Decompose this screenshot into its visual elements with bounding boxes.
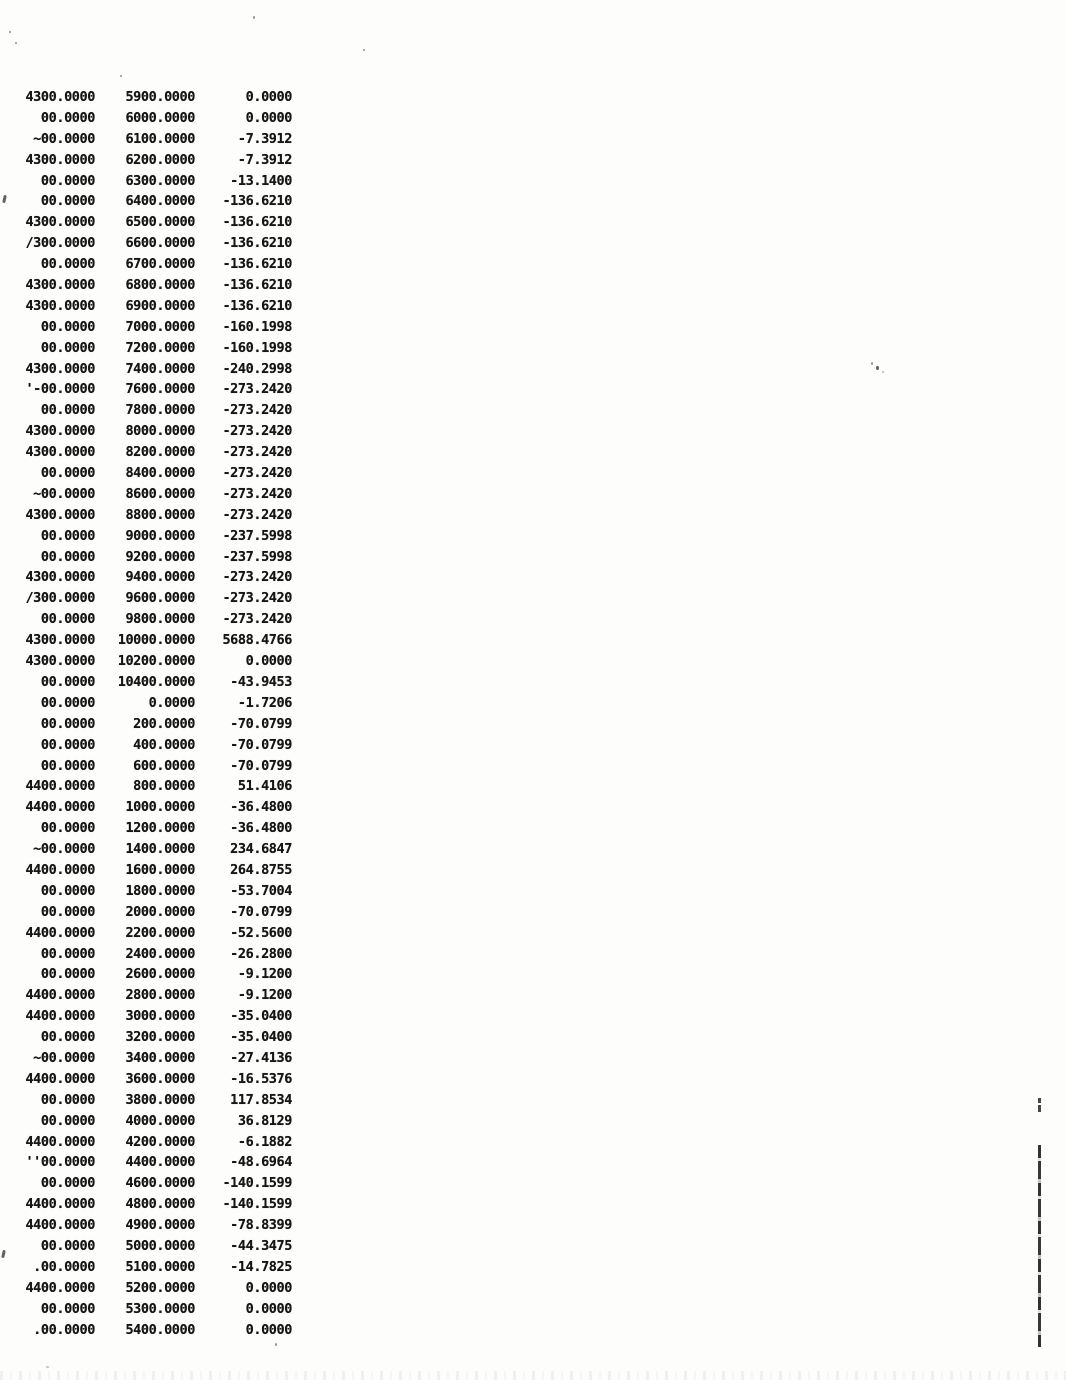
col1-cell: ~00.0000 <box>33 130 95 147</box>
col2-cell: 1600.0000 <box>125 861 195 878</box>
col1-cell: .00.0000 <box>33 1258 95 1275</box>
scan-artifact-vertical-line <box>1038 1145 1041 1347</box>
table-row <box>0 129 292 150</box>
col2-cell: 5400.0000 <box>125 1321 195 1338</box>
col3-cell: -273.2420 <box>222 569 292 586</box>
col1-cell: 4300.0000 <box>25 444 95 461</box>
col1-cell: ~00.0000 <box>33 841 95 858</box>
col2-cell: 3200.0000 <box>125 1029 195 1046</box>
col3-cell: -1.7206 <box>237 694 292 711</box>
col3-cell: -26.2800 <box>230 945 292 962</box>
scan-speck <box>871 362 873 365</box>
table-row <box>0 526 292 547</box>
table-row <box>0 505 292 526</box>
col2-cell: 5200.0000 <box>125 1279 195 1296</box>
col2-cell: 4200.0000 <box>125 1133 195 1150</box>
col3-cell: -273.2420 <box>222 423 292 440</box>
col3-cell: -273.2420 <box>222 611 292 628</box>
col1-cell: '-00.0000 <box>25 381 95 398</box>
col2-cell: 6600.0000 <box>125 235 195 252</box>
table-row <box>0 1278 292 1299</box>
col1-cell: 4300.0000 <box>25 297 95 314</box>
col3-cell: -70.0799 <box>230 736 292 753</box>
col3-cell: -70.0799 <box>230 757 292 774</box>
col3-cell: -237.5998 <box>222 548 292 565</box>
table-row <box>0 1194 292 1215</box>
col2-cell: 8200.0000 <box>125 444 195 461</box>
col2-cell: 200.0000 <box>133 715 195 732</box>
table-row <box>0 484 292 505</box>
data-table <box>0 87 292 1340</box>
col3-cell: 264.8755 <box>230 861 292 878</box>
col1-cell: 00.0000 <box>40 820 95 837</box>
table-row <box>0 212 292 233</box>
col3-cell: -240.2998 <box>222 360 292 377</box>
col2-cell: 7800.0000 <box>125 402 195 419</box>
col3-cell: -44.3475 <box>230 1237 292 1254</box>
col3-cell: -36.4800 <box>230 799 292 816</box>
table-row <box>0 317 292 338</box>
col2-cell: 10000.0000 <box>117 632 195 649</box>
col1-cell: 00.0000 <box>40 1029 95 1046</box>
col3-cell: -36.4800 <box>230 820 292 837</box>
col2-cell: 3600.0000 <box>125 1070 195 1087</box>
scan-speck <box>882 371 884 373</box>
col3-cell: -13.1400 <box>230 172 292 189</box>
col2-cell: 9000.0000 <box>125 527 195 544</box>
col1-cell: 00.0000 <box>40 527 95 544</box>
table-row <box>0 1027 292 1048</box>
col3-cell: -136.6210 <box>222 193 292 210</box>
table-row <box>0 275 292 296</box>
table-row <box>0 421 292 442</box>
table-row <box>0 1111 292 1132</box>
col1-cell: 00.0000 <box>40 1091 95 1108</box>
table-row <box>0 191 292 212</box>
table-row <box>0 1320 292 1341</box>
col2-cell: 0.0000 <box>148 694 195 711</box>
col1-cell: 00.0000 <box>40 1300 95 1317</box>
table-row <box>0 1132 292 1153</box>
col2-cell: 5000.0000 <box>125 1237 195 1254</box>
table-row <box>0 1006 292 1027</box>
table-row <box>0 338 292 359</box>
col3-cell: -273.2420 <box>222 402 292 419</box>
col2-cell: 3400.0000 <box>125 1049 195 1066</box>
col2-cell: 6400.0000 <box>125 193 195 210</box>
col1-cell: 00.0000 <box>40 966 95 983</box>
col3-cell: 234.6847 <box>230 841 292 858</box>
col1-cell: 4400.0000 <box>25 1196 95 1213</box>
col2-cell: 2000.0000 <box>125 903 195 920</box>
col2-cell: 4400.0000 <box>125 1154 195 1171</box>
table-row <box>0 233 292 254</box>
table-row <box>0 442 292 463</box>
col2-cell: 7600.0000 <box>125 381 195 398</box>
scan-speck <box>46 1366 49 1368</box>
table-row <box>0 150 292 171</box>
table-row <box>0 1173 292 1194</box>
col2-cell: 5100.0000 <box>125 1258 195 1275</box>
col1-cell: 4300.0000 <box>25 277 95 294</box>
scan-speck <box>15 42 17 44</box>
table-row <box>0 964 292 985</box>
col1-cell: 00.0000 <box>40 736 95 753</box>
col3-cell: 0.0000 <box>245 109 292 126</box>
col3-cell: -136.6210 <box>222 297 292 314</box>
col2-cell: 4600.0000 <box>125 1175 195 1192</box>
col2-cell: 6100.0000 <box>125 130 195 147</box>
scan-artifact-bottom-speckle-band <box>0 1371 1066 1380</box>
col1-cell: 00.0000 <box>40 715 95 732</box>
table-row <box>0 735 292 756</box>
col2-cell: 2600.0000 <box>125 966 195 983</box>
col2-cell: 1000.0000 <box>125 799 195 816</box>
col2-cell: 7000.0000 <box>125 318 195 335</box>
col2-cell: 6700.0000 <box>125 256 195 273</box>
col3-cell: 0.0000 <box>245 89 292 105</box>
col3-cell: -7.3912 <box>237 130 292 147</box>
col3-cell: -273.2420 <box>222 444 292 461</box>
col2-cell: 6900.0000 <box>125 297 195 314</box>
table-row <box>0 860 292 881</box>
col1-cell: /300.0000 <box>25 590 95 607</box>
col3-cell: -9.1200 <box>237 966 292 983</box>
col1-cell: ''00.0000 <box>25 1154 95 1171</box>
col1-cell: 00.0000 <box>40 172 95 189</box>
col3-cell: -136.6210 <box>222 235 292 252</box>
col1-cell: 00.0000 <box>40 109 95 126</box>
scan-speck <box>275 1343 277 1346</box>
scan-speck <box>253 16 255 19</box>
table-row <box>0 1215 292 1236</box>
col3-cell: 117.8534 <box>230 1091 292 1108</box>
scan-artifact-vertical-line-tick <box>1038 1098 1041 1112</box>
table-row <box>0 108 292 129</box>
scan-speck <box>363 49 365 51</box>
col2-cell: 7200.0000 <box>125 339 195 356</box>
col2-cell: 8400.0000 <box>125 465 195 482</box>
col1-cell: 4400.0000 <box>25 924 95 941</box>
col3-cell: -9.1200 <box>237 987 292 1004</box>
col3-cell: -53.7004 <box>230 882 292 899</box>
col3-cell: -140.1599 <box>222 1175 292 1192</box>
col1-cell: 4400.0000 <box>25 1070 95 1087</box>
col3-cell: -273.2420 <box>222 381 292 398</box>
table-row <box>0 902 292 923</box>
col3-cell: 5688.4766 <box>222 632 292 649</box>
col2-cell: 8000.0000 <box>125 423 195 440</box>
table-row <box>0 400 292 421</box>
col2-cell: 6300.0000 <box>125 172 195 189</box>
col3-cell: -16.5376 <box>230 1070 292 1087</box>
col2-cell: 6500.0000 <box>125 214 195 231</box>
col1-cell: 4300.0000 <box>25 506 95 523</box>
col1-cell: 00.0000 <box>40 882 95 899</box>
col1-cell: 4400.0000 <box>25 1217 95 1234</box>
col2-cell: 4800.0000 <box>125 1196 195 1213</box>
table-row <box>0 359 292 380</box>
col2-cell: 7400.0000 <box>125 360 195 377</box>
table-row <box>0 567 292 588</box>
col2-cell: 2400.0000 <box>125 945 195 962</box>
col1-cell: 4400.0000 <box>25 987 95 1004</box>
col3-cell: -237.5998 <box>222 527 292 544</box>
col2-cell: 6000.0000 <box>125 109 195 126</box>
col3-cell: -35.0400 <box>230 1008 292 1025</box>
table-row <box>0 1048 292 1069</box>
col2-cell: 1400.0000 <box>125 841 195 858</box>
col2-cell: 8800.0000 <box>125 506 195 523</box>
table-row <box>0 547 292 568</box>
table-row <box>0 609 292 630</box>
col1-cell: 00.0000 <box>40 465 95 482</box>
col3-cell: -136.6210 <box>222 277 292 294</box>
table-row <box>0 651 292 672</box>
col3-cell: -273.2420 <box>222 506 292 523</box>
table-row <box>0 714 292 735</box>
col3-cell: -27.4136 <box>230 1049 292 1066</box>
col1-cell: 4300.0000 <box>25 569 95 586</box>
table-row <box>0 1069 292 1090</box>
col3-cell: -70.0799 <box>230 715 292 732</box>
col3-cell: 0.0000 <box>245 1279 292 1296</box>
col1-cell: 4300.0000 <box>25 151 95 168</box>
table-row <box>0 756 292 777</box>
col2-cell: 9800.0000 <box>125 611 195 628</box>
col1-cell: /300.0000 <box>25 235 95 252</box>
table-row <box>0 254 292 275</box>
col3-cell: -160.1998 <box>222 318 292 335</box>
table-row <box>0 296 292 317</box>
table-row <box>0 1236 292 1257</box>
col1-cell: 00.0000 <box>40 611 95 628</box>
col2-cell: 10400.0000 <box>117 673 195 690</box>
col1-cell: 4300.0000 <box>25 89 95 105</box>
col3-cell: -136.6210 <box>222 256 292 273</box>
table-row <box>0 1299 292 1320</box>
col2-cell: 9400.0000 <box>125 569 195 586</box>
col1-cell: 00.0000 <box>40 903 95 920</box>
col3-cell: -273.2420 <box>222 485 292 502</box>
col2-cell: 6200.0000 <box>125 151 195 168</box>
col3-cell: -273.2420 <box>222 465 292 482</box>
col2-cell: 3800.0000 <box>125 1091 195 1108</box>
col2-cell: 400.0000 <box>133 736 195 753</box>
table-row <box>0 87 292 108</box>
col1-cell: 4400.0000 <box>25 1133 95 1150</box>
col3-cell: -160.1998 <box>222 339 292 356</box>
col3-cell: -6.1882 <box>237 1133 292 1150</box>
col3-cell: 0.0000 <box>245 653 292 670</box>
col1-cell: 00.0000 <box>40 402 95 419</box>
col1-cell: 00.0000 <box>40 1112 95 1129</box>
col2-cell: 1800.0000 <box>125 882 195 899</box>
col3-cell: -52.5600 <box>230 924 292 941</box>
col1-cell: 4400.0000 <box>25 778 95 795</box>
table-row <box>0 797 292 818</box>
col3-cell: 0.0000 <box>245 1300 292 1317</box>
col1-cell: .00.0000 <box>33 1321 95 1338</box>
col1-cell: ~00.0000 <box>33 485 95 502</box>
table-row <box>0 463 292 484</box>
col1-cell: 00.0000 <box>40 1175 95 1192</box>
col2-cell: 4000.0000 <box>125 1112 195 1129</box>
table-row <box>0 818 292 839</box>
table-row <box>0 1257 292 1278</box>
col2-cell: 9200.0000 <box>125 548 195 565</box>
col1-cell: 00.0000 <box>40 339 95 356</box>
col1-cell: 00.0000 <box>40 1237 95 1254</box>
col3-cell: -14.7825 <box>230 1258 292 1275</box>
col1-cell: 00.0000 <box>40 318 95 335</box>
scan-speck <box>120 75 122 77</box>
col2-cell: 600.0000 <box>133 757 195 774</box>
table-row <box>0 588 292 609</box>
table-row <box>0 923 292 944</box>
col3-cell: -43.9453 <box>230 673 292 690</box>
col3-cell: -140.1599 <box>222 1196 292 1213</box>
col2-cell: 10200.0000 <box>117 653 195 670</box>
col2-cell: 4900.0000 <box>125 1217 195 1234</box>
col1-cell: ~00.0000 <box>33 1049 95 1066</box>
col2-cell: 1200.0000 <box>125 820 195 837</box>
col3-cell: -273.2420 <box>222 590 292 607</box>
col1-cell: 00.0000 <box>40 548 95 565</box>
col1-cell: 4300.0000 <box>25 214 95 231</box>
table-row <box>0 985 292 1006</box>
table-row <box>0 672 292 693</box>
col2-cell: 3000.0000 <box>125 1008 195 1025</box>
col1-cell: 00.0000 <box>40 673 95 690</box>
col1-cell: 4300.0000 <box>25 653 95 670</box>
table-row <box>0 171 292 192</box>
col3-cell: -78.8399 <box>230 1217 292 1234</box>
table-row <box>0 379 292 400</box>
col1-cell: 4400.0000 <box>25 861 95 878</box>
table-row <box>0 630 292 651</box>
col2-cell: 2800.0000 <box>125 987 195 1004</box>
col1-cell: 4400.0000 <box>25 1279 95 1296</box>
col1-cell: 4300.0000 <box>25 423 95 440</box>
table-row <box>0 881 292 902</box>
table-row <box>0 776 292 797</box>
col2-cell: 800.0000 <box>133 778 195 795</box>
col3-cell: -35.0400 <box>230 1029 292 1046</box>
col1-cell: 00.0000 <box>40 945 95 962</box>
col2-cell: 5300.0000 <box>125 1300 195 1317</box>
table-row <box>0 839 292 860</box>
col3-cell: 0.0000 <box>245 1321 292 1338</box>
table-row <box>0 693 292 714</box>
col3-cell: -7.3912 <box>237 151 292 168</box>
col2-cell: 2200.0000 <box>125 924 195 941</box>
col1-cell: 00.0000 <box>40 757 95 774</box>
col2-cell: 5900.0000 <box>125 89 195 105</box>
col3-cell: -136.6210 <box>222 214 292 231</box>
col1-cell: 4400.0000 <box>25 799 95 816</box>
col1-cell: 00.0000 <box>40 256 95 273</box>
table-row <box>0 1090 292 1111</box>
col2-cell: 9600.0000 <box>125 590 195 607</box>
scan-speck <box>876 366 879 370</box>
col2-cell: 6800.0000 <box>125 277 195 294</box>
scan-speck <box>9 31 11 33</box>
col1-cell: 4300.0000 <box>25 360 95 377</box>
col2-cell: 8600.0000 <box>125 485 195 502</box>
col3-cell: 51.4106 <box>237 778 292 795</box>
col1-cell: 00.0000 <box>40 694 95 711</box>
col1-cell: 00.0000 <box>40 193 95 210</box>
col1-cell: 4300.0000 <box>25 632 95 649</box>
col3-cell: -48.6964 <box>230 1154 292 1171</box>
col3-cell: -70.0799 <box>230 903 292 920</box>
col3-cell: 36.8129 <box>237 1112 292 1129</box>
table-row <box>0 944 292 965</box>
col1-cell: 4400.0000 <box>25 1008 95 1025</box>
table-row <box>0 1152 292 1173</box>
